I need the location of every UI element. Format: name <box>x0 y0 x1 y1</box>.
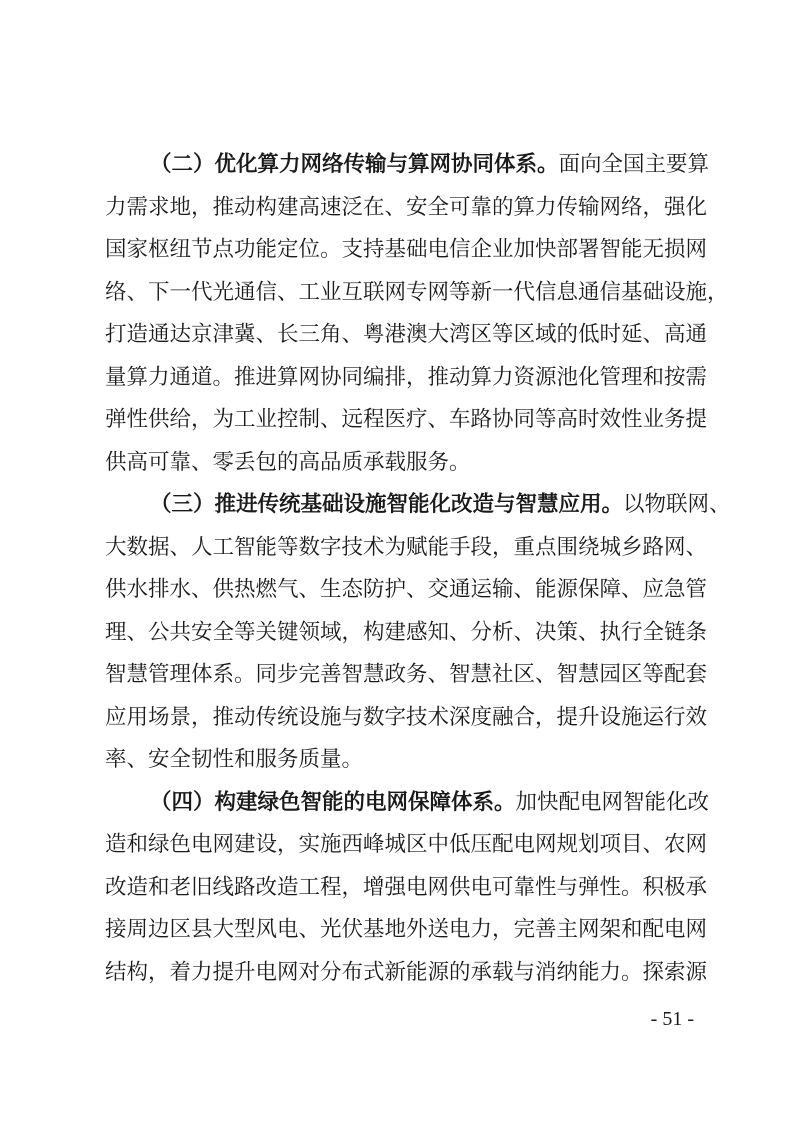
paragraph-line: 供水排水、供热燃气、生态防护、交通运输、能源保障、应急管 <box>105 577 708 602</box>
paragraph-text: 面向全国主要算 <box>558 152 710 177</box>
paragraph-line: 率、安全韧性和服务质量。 <box>105 747 364 772</box>
paragraph-line <box>105 484 731 527</box>
paragraph-line: 结构，着力提升电网对分布式新能源的承载与消纳能力。探索源 <box>105 959 708 985</box>
paragraph-line: 弹性供给，为工业控制、远程医疗、车路协同等高时效性业务提 <box>105 407 708 432</box>
document-body <box>105 144 731 994</box>
page-number: - 51 - <box>650 1008 694 1030</box>
section-heading: （三）推进传统基础设施智能化改造与智慧应用。 <box>150 492 624 517</box>
paragraph-text: 加快配电网智能化改 <box>515 789 710 815</box>
section-heading: （二）优化算力网络传输与算网协同体系。 <box>150 152 559 177</box>
paragraph-line <box>105 144 710 187</box>
paragraph-line: 量算力通道。推进算网协同编排，推动算力资源池化管理和按需 <box>105 364 708 390</box>
paragraph-line: 改造和老旧线路改造工程，增强电网供电可靠性与弹性。积极承 <box>105 874 708 900</box>
paragraph-line: 络、下一代光通信、工业互联网专网等新一代信息通信基础设施， <box>105 279 729 305</box>
paragraph-line: 智慧管理体系。同步完善智慧政务、智慧社区、智慧园区等配套 <box>105 662 708 687</box>
paragraph-line: 国家枢纽节点功能定位。支持基础电信企业加快部署智能无损网 <box>105 237 708 262</box>
paragraph-line <box>105 782 710 825</box>
paragraph-line: 理、公共安全等关键领域，构建感知、分析、决策、执行全链条 <box>105 619 708 645</box>
paragraph-line: 造和绿色电网建设，实施西峰城区中低压配电网规划项目、农网 <box>105 832 708 857</box>
paragraph-line: 供高可靠、零丢包的高品质承载服务。 <box>105 449 471 475</box>
paragraph-line: 接周边区县大型风电、光伏基地外送电力，完善主网架和配电网 <box>105 917 708 942</box>
paragraph-text: 以物联网、 <box>623 492 731 517</box>
paragraph-line: 力需求地，推动构建高速泛在、安全可靠的算力传输网络，强化 <box>105 194 708 220</box>
section-heading: （四）构建绿色智能的电网保障体系。 <box>150 789 516 815</box>
paragraph-line: 打造通达京津冀、长三角、粤港澳大湾区等区域的低时延、高通 <box>105 322 708 347</box>
paragraph-line: 应用场景，推动传统设施与数字技术深度融合，提升设施运行效 <box>105 704 708 730</box>
paragraph-line: 大数据、人工智能等数字技术为赋能手段，重点围绕城乡路网、 <box>105 534 708 560</box>
